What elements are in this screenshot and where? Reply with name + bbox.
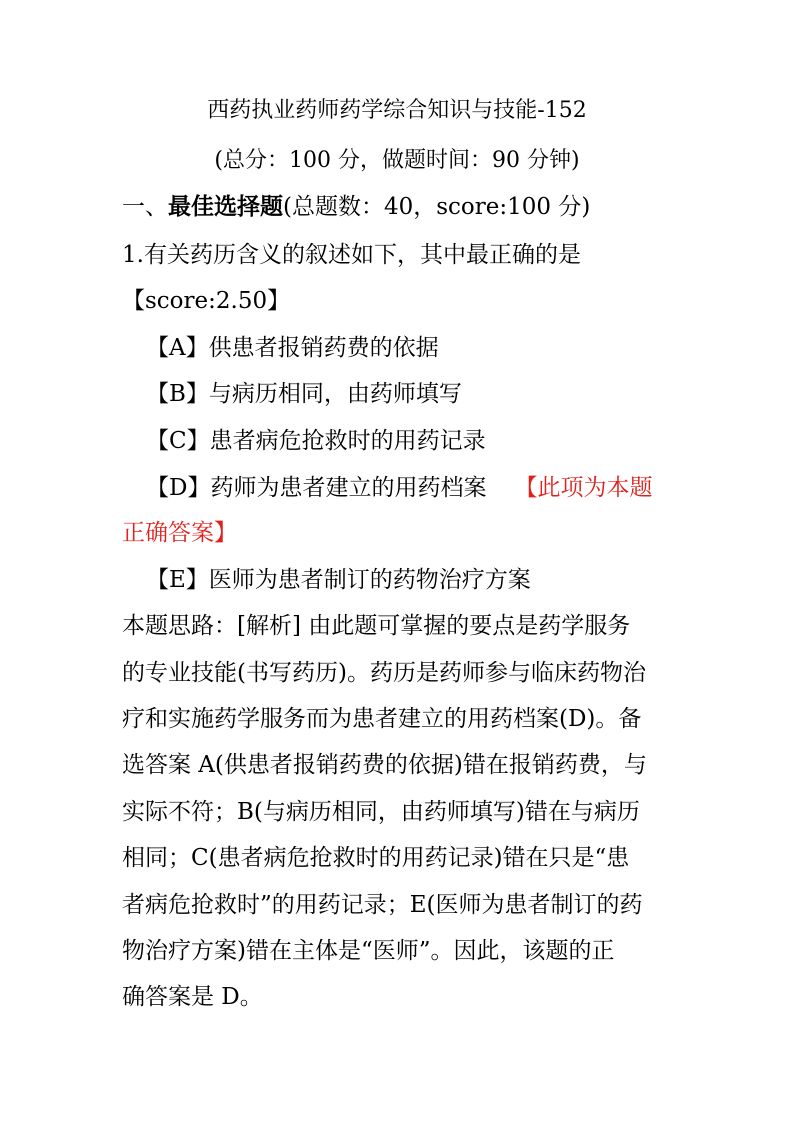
- correct-answer-mark: 【此项为本题: [514, 475, 653, 501]
- section-heading: [122, 192, 682, 222]
- option-d-text: 【D】药师为患者建立的用药档案: [146, 475, 487, 501]
- analysis-line: 疗和实施药学服务而为患者建立的用药档案(D)。备: [122, 706, 642, 732]
- question-score: 【score:2.50】: [122, 288, 291, 314]
- analysis-line: 的专业技能(书写药历)。药历是药师参与临床药物治: [122, 660, 646, 686]
- question-stem: 1.有关药历含义的叙述如下，其中最正确的是: [122, 242, 581, 268]
- analysis-line: 选答案 A(供患者报销药费的依据)错在报销药费，与: [122, 752, 647, 778]
- option-d: [146, 473, 706, 503]
- option-b: 【B】与病历相同，由药师填写: [146, 381, 462, 407]
- section-info: (总题数：40，score:100 分): [283, 194, 591, 220]
- analysis-line: 相同；C(患者病危抢救时的用药记录)错在只是“患: [122, 845, 630, 871]
- option-c: 【C】患者病危抢救时的用药记录: [146, 428, 486, 454]
- option-e: 【E】医师为患者制订的药物治疗方案: [146, 567, 531, 593]
- analysis-line: 确答案是 D。: [122, 984, 263, 1010]
- analysis-line: 物治疗方案)错在主体是“医师”。因此，该题的正: [122, 938, 615, 964]
- analysis-line: 者病危抢救时”的用药记录；E(医师为患者制订的药: [122, 892, 643, 918]
- document-title: 西药执业药师药学综合知识与技能-152: [207, 98, 587, 123]
- section-name: 最佳选择题: [168, 193, 283, 220]
- correct-answer-mark-continued: 正确答案】: [122, 520, 237, 546]
- option-a: 【A】供患者报销药费的依据: [146, 335, 439, 361]
- document-subtitle: (总分：100 分，做题时间：90 分钟): [214, 148, 580, 173]
- section-number: 一、: [122, 194, 168, 220]
- analysis-line: 本题思路：[解析] 由此题可掌握的要点是药学服务: [122, 613, 631, 639]
- analysis-line: 实际不符；B(与病历相同，由药师填写)错在与病历: [122, 799, 640, 825]
